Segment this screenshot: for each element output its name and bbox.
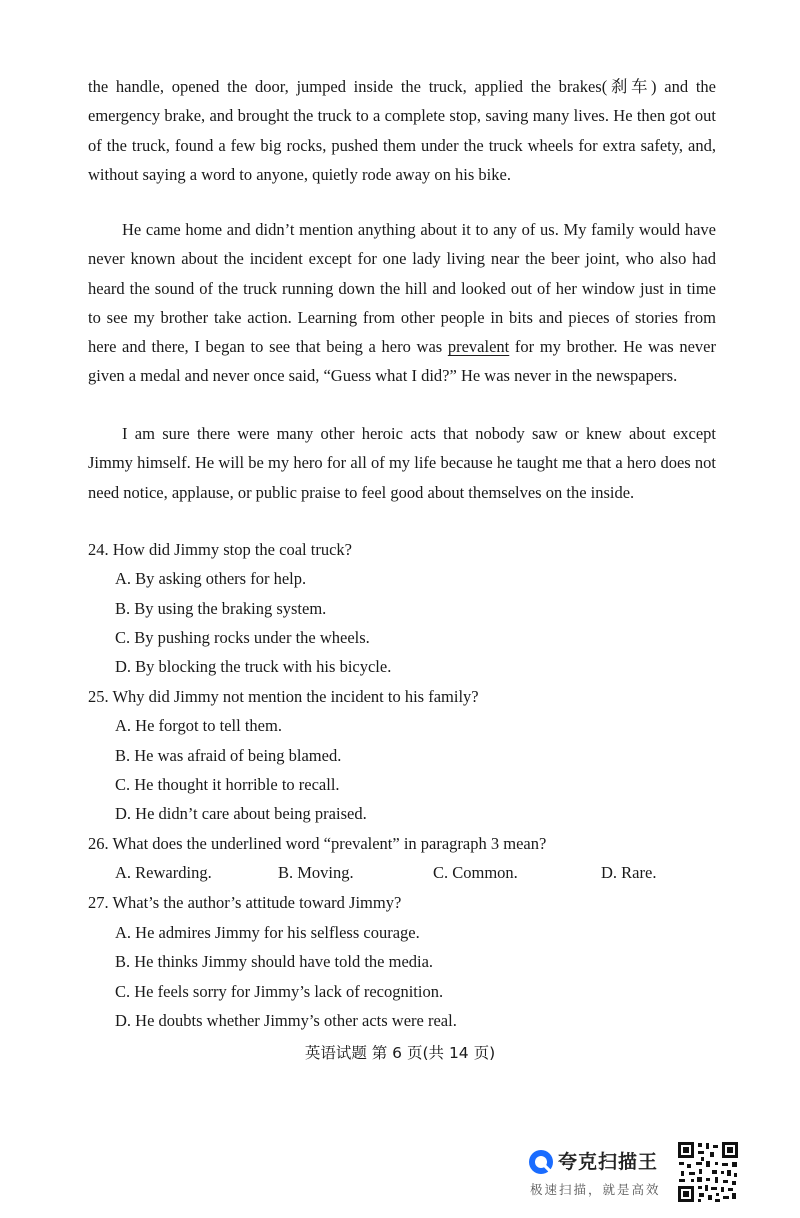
question-25-stem: 25. Why did Jimmy not mention the incident to his family? bbox=[88, 687, 479, 706]
passage-paragraph-2-end: for my brother. He was never given a medal and never once said, “Guess what I did?” He was never in the newspapers. bbox=[88, 337, 716, 386]
question-27-option-d: D. He doubts whether Jimmy’s other acts were real. bbox=[115, 1011, 457, 1030]
question-27-option-c: C. He feels sorry for Jimmy’s lack of recognition. bbox=[115, 982, 444, 1001]
question-25-option-d: D. He didn’t care about being praised. bbox=[115, 804, 367, 823]
question-25-option-b: B. He was afraid of being blamed. bbox=[115, 746, 342, 765]
question-24-option-b: B. By using the braking system. bbox=[115, 599, 327, 618]
qr-code-icon bbox=[677, 1141, 739, 1203]
question-27-stem: 27. What’s the author’s attitude toward Jimmy? bbox=[88, 893, 402, 912]
question-24-stem: 24. How did Jimmy stop the coal truck? bbox=[88, 540, 352, 559]
underlined-word: prevalent bbox=[447, 337, 510, 357]
passage-paragraph-2-start: He came home and didn’t mention anything about it to any of us. My family would have never known about the incident except for one lady living near the beer joint, who also had heard the sound of the truck running down the hill and looked out of her window just in time to see my brother take action. Learning from other people in bits and pieces of stories from here and there, I began to see that being a hero was bbox=[88, 220, 716, 357]
question-26-option-a: A. Rewarding. bbox=[115, 863, 212, 882]
question-24-option-a: A. By asking others for help. bbox=[115, 569, 307, 588]
question-26-option-c: C. Common. bbox=[433, 863, 518, 882]
question-27-option-b: B. He thinks Jimmy should have told the media. bbox=[115, 952, 434, 971]
passage-paragraph-2 bbox=[88, 215, 716, 391]
question-25-option-a: A. He forgot to tell them. bbox=[115, 716, 282, 735]
passage-paragraph-1: the handle, opened the door, jumped inside the truck, applied the brakes(刹车) and the emergency brake, and brought the truck to a complete stop, saving many lives. He then got out of the truck, found a few big rocks, pushed them under the truck wheels for extra safety, and, without saying a word to anyone, quietly rode away on his bike. bbox=[88, 77, 716, 184]
passage-paragraph-3: I am sure there were many other heroic acts that nobody saw or knew about except Jimmy himself. He will be my hero for all of my life because he taught me that a hero does not need notice, applause, or public praise to feel good about themselves on the inside. bbox=[88, 424, 716, 502]
watermark-brand: 夸克扫描王 bbox=[558, 1151, 659, 1173]
question-24-option-c: C. By pushing rocks under the wheels. bbox=[115, 628, 370, 647]
question-26-option-b: B. Moving. bbox=[278, 863, 354, 882]
scanner-watermark bbox=[522, 1143, 672, 1203]
question-24-option-d: D. By blocking the truck with his bicycle. bbox=[115, 657, 392, 676]
question-26-stem: 26. What does the underlined word “prevalent” in paragraph 3 mean? bbox=[88, 834, 547, 853]
page-footer: 英语试题 第 6 页(共 14 页) bbox=[304, 1044, 496, 1062]
watermark-slogan: 极速扫描，就是高效 bbox=[530, 1182, 661, 1197]
question-25-option-c: C. He thought it horrible to recall. bbox=[115, 775, 340, 794]
question-27-option-a: A. He admires Jimmy for his selfless courage. bbox=[115, 923, 420, 942]
quark-logo-icon bbox=[528, 1149, 554, 1175]
question-26-option-d: D. Rare. bbox=[601, 863, 657, 882]
